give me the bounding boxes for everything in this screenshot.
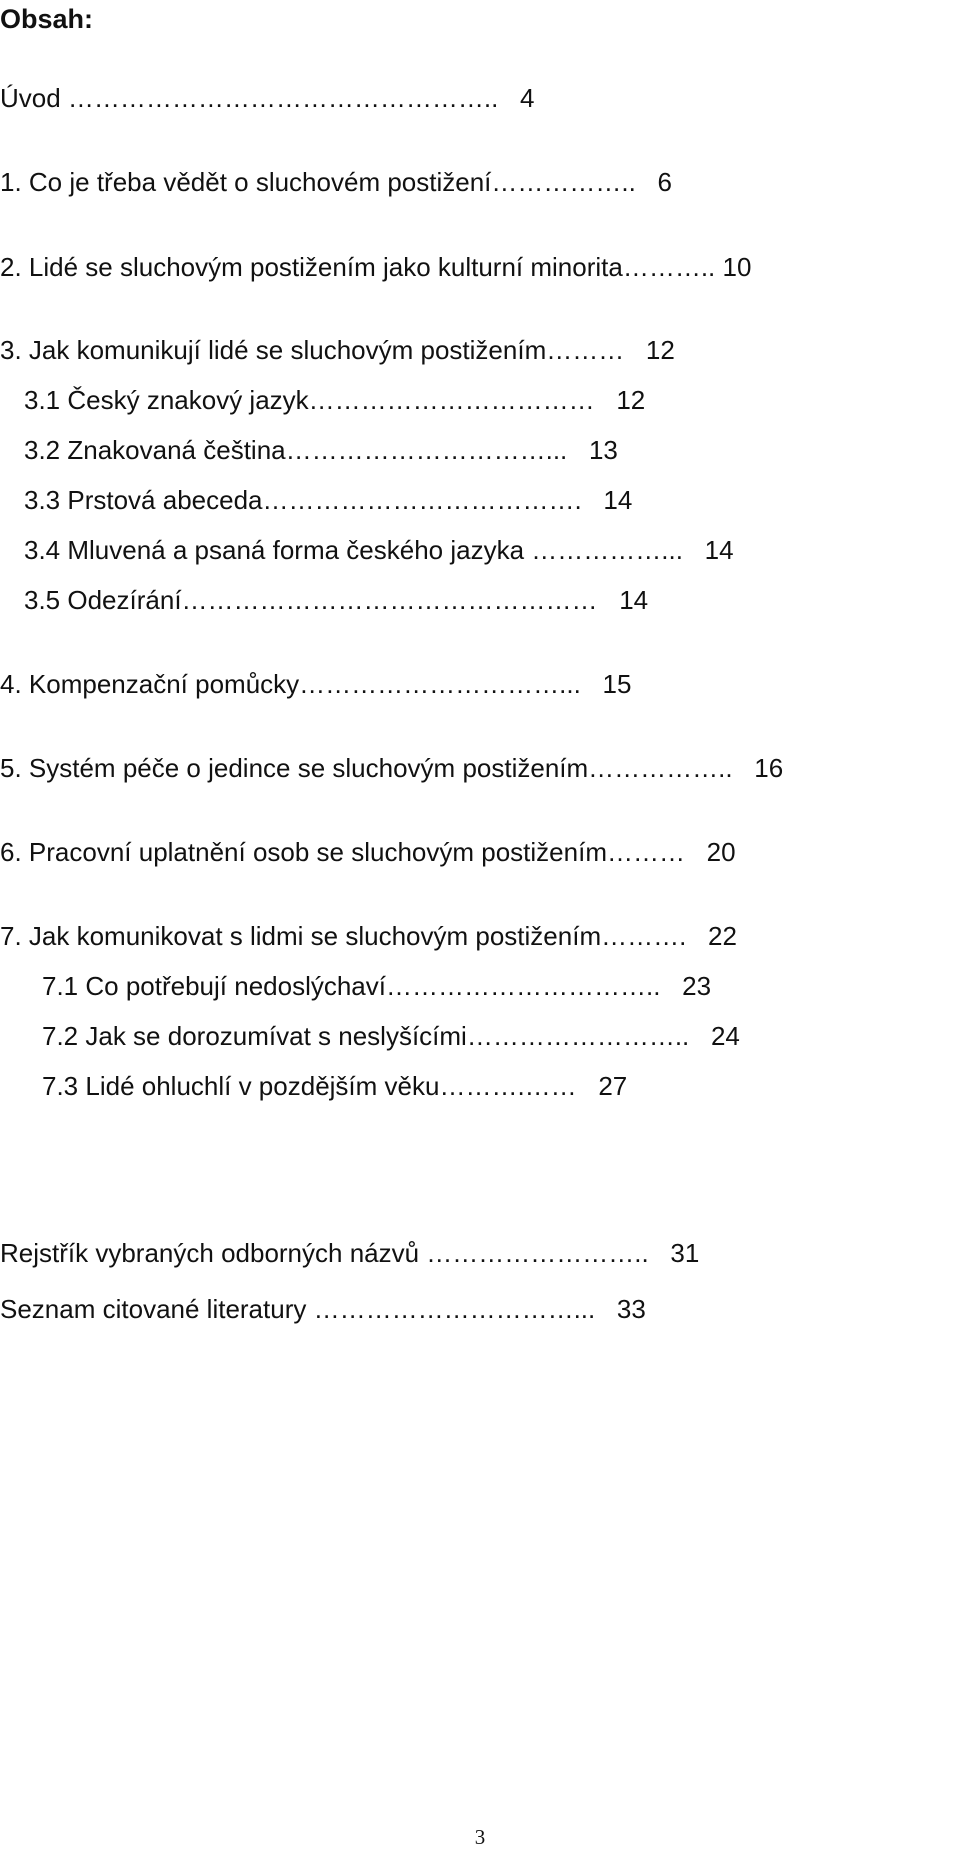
toc-entry-chapter-6: 6. Pracovní uplatnění osob se sluchovým postižením……… 20 — [0, 837, 736, 867]
toc-entry-chapter-5: 5. Systém péče o jedince se sluchovým postižením…………….. 16 — [0, 753, 784, 783]
toc-entry-literatura: Seznam citované literatury …………………………... 33 — [0, 1294, 646, 1324]
toc-entry-section-7-2: 7.2 Jak se dorozumívat s neslyšícími…………………….. 24 — [42, 1021, 740, 1051]
toc-entry-chapter-4: 4. Kompenzační pomůcky…………………………... 15 — [0, 669, 632, 699]
toc-entry-chapter-2: 2. Lidé se sluchovým postižením jako kulturní minorita……….. 10 — [0, 252, 752, 282]
toc-entry-chapter-7: 7. Jak komunikovat s lidmi se sluchovým postižením………. 22 — [0, 921, 737, 951]
toc-entry-section-3-1: 3.1 Český znakový jazyk…………………………… 12 — [24, 385, 646, 415]
toc-entry-section-7-3: 7.3 Lidé ohluchlí v pozdějším věku……….…… 27 — [42, 1071, 628, 1101]
toc-entry-section-3-3: 3.3 Prstová abeceda………………………………. 14 — [24, 485, 633, 515]
toc-entry-chapter-3: 3. Jak komunikují lidé se sluchovým postižením……… 12 — [0, 335, 675, 365]
toc-entry-section-3-5: 3.5 Odezírání………………………………………… 14 — [24, 585, 649, 615]
toc-entry-section-7-1: 7.1 Co potřebují nedoslýchaví………………………….. 23 — [42, 971, 712, 1001]
toc-entry-chapter-1: 1. Co je třeba vědět o sluchovém postižení…………….. 6 — [0, 167, 672, 197]
toc-title: Obsah: — [0, 4, 94, 34]
toc-entry-uvod: Úvod ………………………………………….. 4 — [0, 83, 535, 113]
toc-entry-section-3-2: 3.2 Znakovaná čeština…………………………... 13 — [24, 435, 618, 465]
toc-entry-rejstrik: Rejstřík vybraných odborných názvů …………………….. 31 — [0, 1238, 700, 1268]
toc-entry-section-3-4: 3.4 Mluvená a psaná forma českého jazyka ……………... 14 — [24, 535, 734, 565]
page-number: 3 — [474, 1825, 486, 1849]
